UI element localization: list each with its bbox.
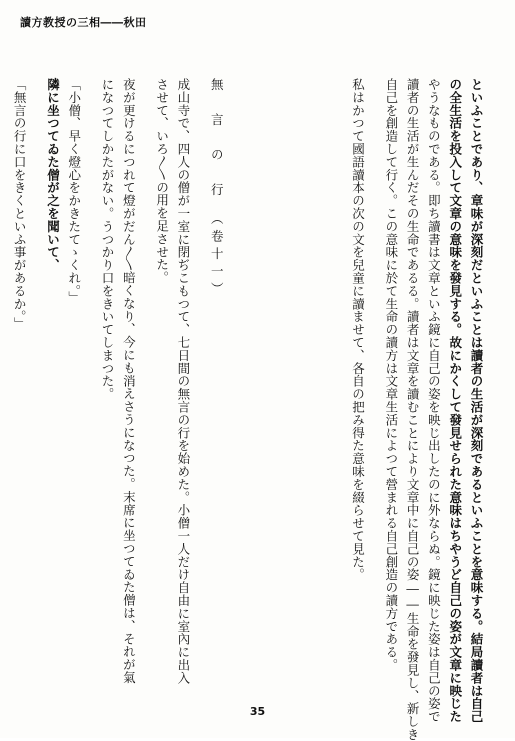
text-line: 夜が更けるにつれて燈がだん〳〵暗くなり、今にも消えさうになつた。末席に坐つてゐた僧は、それが氣 (121, 78, 137, 684)
running-head: 讀方教授の三相――秋田 (20, 16, 147, 29)
text-line (0, 78, 9, 698)
text-line: 自己を創造して行く。この意味に於て生命の讀方は文章生活によつて營まれる自己創造の讀方である。 (383, 78, 399, 672)
text-line: 讀者の生活が生んだその生命であるる。讀者は文章を讀むことにより文章中に自己の姿――生命を發見し、新しき (405, 78, 421, 741)
section-heading: 無 言 の 行 （卷十一） (209, 78, 225, 300)
text-line: 私はかつて國語讀本の次の文を兒童に讀ませて、各自の把み得た意味を綴らせて見た。 (350, 78, 366, 582)
text-line: 「無言の行に口をきくといふ事があるか。」 (12, 78, 28, 330)
text-line: になつてしかたがない。うつかり口をきいてしまつた。 (100, 78, 116, 401)
text-line: させて、いろ〳〵の用を足させた。 (154, 78, 170, 284)
text-line: 成山寺で、四人の僧が一室に閉ぢこもつて、七日間の無言の行を始めた。小僧一人だけ自由に室內に出入 (175, 78, 191, 685)
text-line: の全生活を投入して文章の意味を發見する。故にかくして發見せられた意味はちやうど自己の姿が文章に映じた (447, 78, 463, 723)
text-line: 「小僧、早く燈心をかきたてゝくれ。」 (66, 78, 82, 304)
text-line: といふことであり、章味が深刻だといふことは讀者の生活が深刻であるといふことを意味する。結局讀者は自己 (469, 78, 484, 723)
text-line: やうなものである。即ち讀書は文章といふ鏡に自己の姿を映じ出したのに外ならぬ。鏡に映じた姿は自己の姿で (426, 78, 442, 723)
text-line: 隣に坐つてゐた僧が之を聞いて、 (45, 78, 61, 272)
page-number: 35 (249, 705, 266, 718)
